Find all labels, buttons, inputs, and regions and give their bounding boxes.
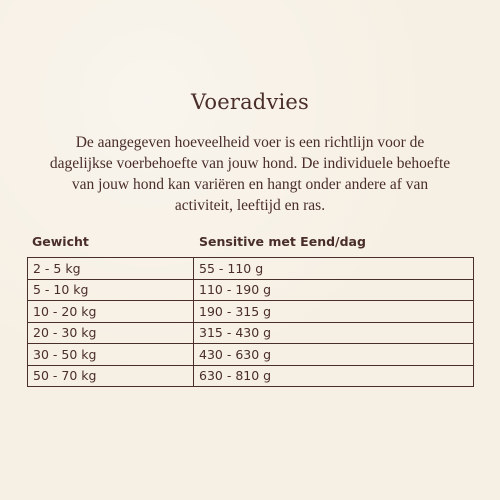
table-row [28,365,474,387]
table-row [28,258,474,280]
table-row [28,344,474,366]
header-weight: Gewicht [32,234,89,249]
table-row [28,279,474,301]
intro-paragraph: De aangegeven hoeveelheid voer is een richtlijn voor de dagelijkse voerbehoefte van jouw hond. De individuele behoefte van jouw hond kan variëren en hangt onder andere af van activiteit, leeftijd en ras. [49,134,451,214]
weight-cell: 30 - 50 kg [28,344,194,366]
weight-cell: 20 - 30 kg [28,322,194,344]
weight-cell: 10 - 20 kg [28,301,194,323]
header-amount: Sensitive met Eend/dag [199,234,366,249]
amount-cell: 55 - 110 g [194,258,474,280]
amount-cell: 430 - 630 g [194,344,474,366]
feeding-table [27,257,474,387]
weight-cell: 50 - 70 kg [28,365,194,387]
table-row [28,322,474,344]
amount-cell: 630 - 810 g [194,365,474,387]
weight-cell: 2 - 5 kg [28,258,194,280]
weight-cell: 5 - 10 kg [28,279,194,301]
amount-cell: 190 - 315 g [194,301,474,323]
page-title: Voeradvies [190,90,310,114]
table-row [28,301,474,323]
table-header [27,234,474,254]
amount-cell: 315 - 430 g [194,322,474,344]
amount-cell: 110 - 190 g [194,279,474,301]
